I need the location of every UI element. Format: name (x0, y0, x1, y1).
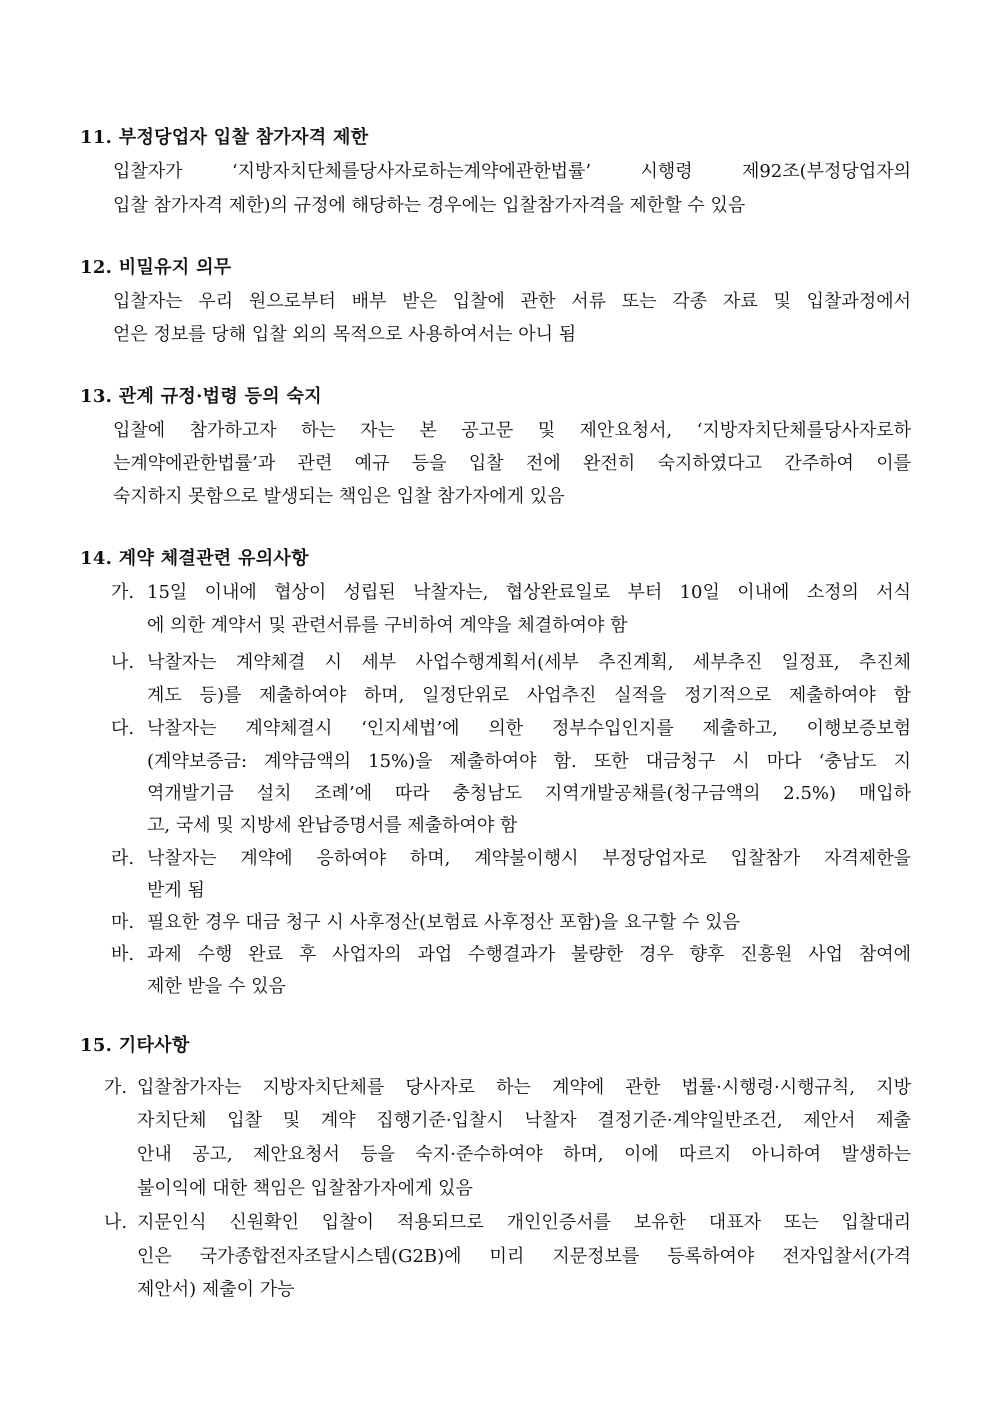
list-item-line: 제안서) 제출이 가능 (137, 1279, 295, 1300)
list-item-line: 고, 국세 및 지방세 완납증명서를 제출하여야 함 (147, 815, 518, 836)
list-marker: 나. (111, 652, 135, 673)
paragraph-line: 입찰 참가자격 제한)의 규정에 해당하는 경우에는 입찰참가자격을 제한할 수 있음 (113, 195, 746, 216)
list-item-line: 불이익에 대한 책임은 입찰참가자에게 있음 (137, 1178, 473, 1199)
list-item-line: 자치단체 입찰 및 계약 집행기준·입찰시 낙찰자 결정기준·계약일반조건, 제안서 제출 (137, 1110, 911, 1131)
list-item-line: 역개발기금 설치 조례’에 따라 충청남도 지역개발공채를(청구금액의 2.5%) 매입하 (147, 783, 911, 804)
paragraph-line: 숙지하지 못함으로 발생되는 책임은 입찰 참가자에게 있음 (113, 486, 565, 507)
paragraph-line: 얻은 정보를 당해 입찰 외의 목적으로 사용하여서는 아니 됨 (113, 324, 577, 345)
list-item-line: 낙찰자는 계약체결시 ‘인지세법’에 의한 정부수입인지를 제출하고, 이행보증보험 (147, 718, 911, 739)
paragraph-line: 입찰에 참가하고자 하는 자는 본 공고문 및 제안요청서, ‘지방자치단체를당사자로하 (113, 420, 911, 441)
list-marker: 다. (111, 718, 135, 739)
paragraph-line: 입찰자가 ‘지방자치단체를당사자로하는계약에관한법률’ 시행령 제92조(부정당업자의 (113, 161, 911, 182)
list-marker: 바. (111, 944, 135, 965)
list-item-line: 인은 국가종합전자조달시스템(G2B)에 미리 지문정보를 등록하여야 전자입찰서(가격 (137, 1246, 911, 1267)
list-item-line: 입찰참가자는 지방자치단체를 당사자로 하는 계약에 관한 법률·시행령·시행규칙, 지방 (137, 1077, 911, 1098)
list-item-line: 에 의한 계약서 및 관련서류를 구비하여 계약을 체결하여야 함 (147, 615, 628, 636)
list-marker: 가. (104, 1077, 128, 1098)
list-item-line: 과제 수행 완료 후 사업자의 과업 수행결과가 불량한 경우 향후 진흥원 사업 참여에 (147, 944, 911, 965)
section-heading: 13. 관계 규정·법령 등의 숙지 (80, 386, 322, 407)
section-heading: 12. 비밀유지 의무 (80, 257, 232, 278)
list-item-line: 낙찰자는 계약에 응하여야 하며, 계약불이행시 부정당업자로 입찰참가 자격제한을 (147, 848, 911, 869)
section-heading: 11. 부정당업자 입찰 참가자격 제한 (80, 127, 369, 148)
list-item-line: 계도 등)를 제출하여야 하며, 일정단위로 사업추진 실적을 정기적으로 제출하여야 함 (147, 685, 911, 706)
list-marker: 가. (111, 582, 135, 603)
list-item-line: 안내 공고, 제안요청서 등을 숙지·준수하여야 하며, 이에 따르지 아니하여 발생하는 (137, 1144, 911, 1165)
list-marker: 나. (104, 1212, 128, 1233)
list-item-line: (계약보증금: 계약금액의 15%)을 제출하여야 함. 또한 대금청구 시 마다 ‘충남도 지 (147, 751, 911, 772)
list-item-line: 지문인식 신원확인 입찰이 적용되므로 개인인증서를 보유한 대표자 또는 입찰대리 (137, 1212, 911, 1233)
list-marker: 마. (111, 912, 135, 933)
list-item-line: 낙찰자는 계약체결 시 세부 사업수행계획서(세부 추진계획, 세부추진 일정표, 추진체 (147, 652, 911, 673)
list-item-line: 제한 받을 수 있음 (147, 976, 286, 997)
list-marker: 라. (111, 848, 135, 869)
paragraph-line: 는계약에관한법률’과 관련 예규 등을 입찰 전에 완전히 숙지하였다고 간주하여 이를 (113, 453, 911, 474)
section-heading: 15. 기타사항 (80, 1035, 190, 1056)
section-heading: 14. 계약 체결관련 유의사항 (80, 548, 309, 569)
paragraph-line: 입찰자는 우리 원으로부터 배부 받은 입찰에 관한 서류 또는 각종 자료 및 입찰과정에서 (113, 291, 911, 312)
list-item-line: 받게 됨 (147, 880, 205, 901)
list-item-line: 15일 이내에 협상이 성립된 낙찰자는, 협상완료일로 부터 10일 이내에 소정의 서식 (147, 582, 911, 603)
list-item-line: 필요한 경우 대금 청구 시 사후정산(보험료 사후정산 포함)을 요구할 수 있음 (147, 912, 740, 933)
